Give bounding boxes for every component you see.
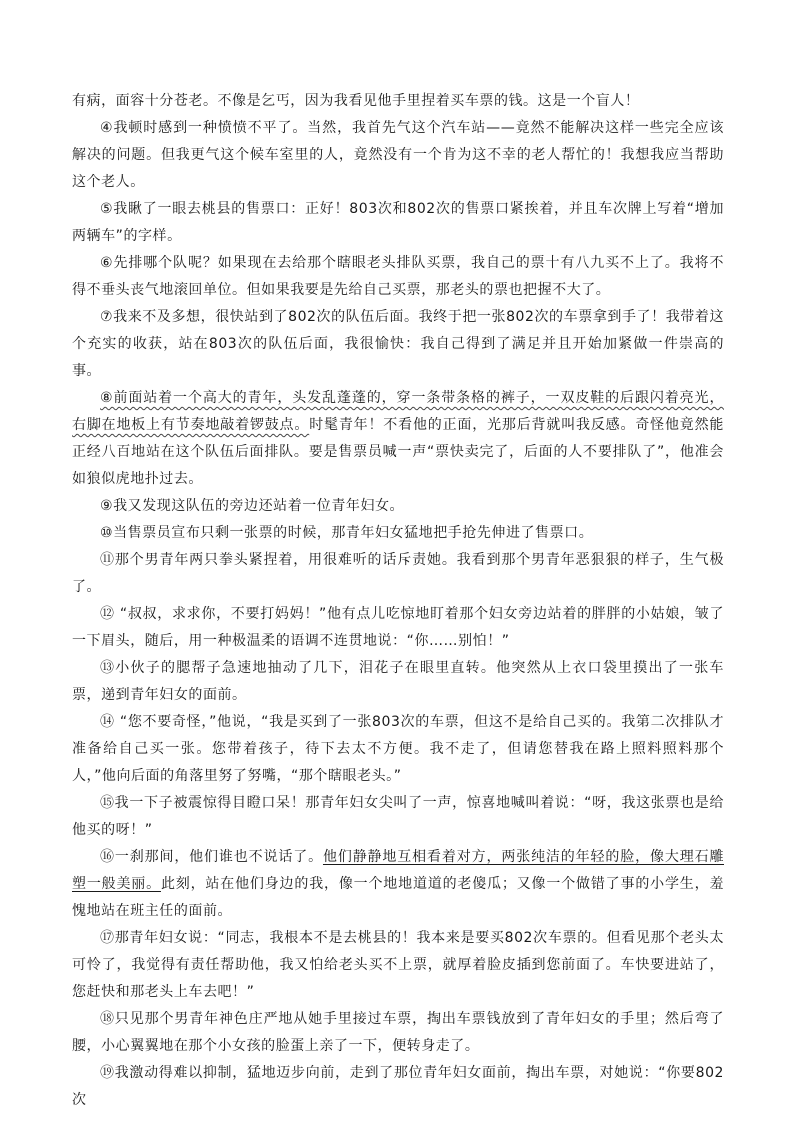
- paragraph-11: ⑪那个男青年两只拳头紧捏着，用很难听的话斥责她。我看到那个男青年恶狠狠的样子，生气极了。: [72, 552, 724, 595]
- paragraph-8-wavy-underlined-text: ⑧前面站着一个高大的青年，头发乱蓬蓬的，穿一条带条格的裤子，一双皮鞋的后跟闪着亮光，右脚在地板上有节奏地敲着锣鼓点。: [72, 390, 724, 433]
- paragraph-14: ⑭ “您不要奇怪，”他说，“我是买到了一张803次的车票，但这不是给自己买的。我第二次排队才准备给自己买一张。您带着孩子，待下去太不方便。我不走了，但请您替我在路上照料照料那个人，”他向后面的角落里努了努嘴，“那个瞎眼老头。”: [72, 714, 724, 784]
- paragraph-18: ⑱只见那个男青年神色庄严地从她手里接过车票，掏出车票钱放到了青年妇女的手里；然后弯了腰，小心翼翼地在那个小女孩的脸蛋上亲了一下，便转身走了。: [72, 1011, 724, 1054]
- paragraph-16: [72, 844, 724, 925]
- paragraph-7: ⑦我来不及多想，很快站到了802次的队伍后面。我终于把一张802次的车票拿到手了！我带着这个充实的收获，站在803次的队伍后面，我很愉快：我自己得到了满足并且开始加紧做一件崇高的事。: [72, 309, 724, 379]
- paragraph-10: ⑩当售票员宣布只剩一张票的时候，那青年妇女猛地把手抢先伸进了售票口。: [100, 525, 594, 541]
- paragraph-8: [72, 385, 724, 493]
- paragraph-13: ⑬小伙子的腮帮子急速地抽动了几下，泪花子在眼里直转。他突然从上衣口袋里摸出了一张车票，递到青年妇女的面前。: [72, 660, 724, 703]
- paragraph-16-start: ⑯一刹那间，他们谁也不说话了。: [100, 849, 323, 865]
- paragraph-16-underlined-text: 他们静静地互相看着对方，两张纯洁的年轻的脸，像大理石雕塑一般美丽。: [72, 849, 724, 892]
- paragraph-6: ⑥先排哪个队呢？如果现在去给那个瞎眼老头排队买票，我自己的票十有八九买不上了。我将不得不垂头丧气地滚回单位。但如果我要是先给自己买票，那老头的票也把握不大了。: [72, 255, 724, 298]
- paragraph-15: ⑮我一下子被震惊得目瞪口呆！那青年妇女尖叫了一声，惊喜地喊叫着说：“呀，我这张票也是给他买的呀！”: [72, 795, 724, 838]
- paragraph-16-text: 此刻，站在他们身边的我，像一个地地道道的老傻瓜；又像一个做错了事的小学生，羞愧地站在班主任的面前。: [72, 876, 724, 919]
- document-page: [72, 88, 724, 1114]
- paragraph-9: ⑨我又发现这队伍的旁边还站着一位青年妇女。: [100, 498, 405, 514]
- paragraph-8-text: 时髦青年！不看他的正面，光那后背就叫我反感。奇怪他竟然能正经八百地站在这个队伍后面排队。要是售票员喊一声“票快卖完了，后面的人不要排队了”，他准会如狼似虎地扑过去。: [72, 417, 724, 487]
- paragraph-12: ⑫ “叔叔，求求你，不要打妈妈！”他有点儿吃惊地盯着那个妇女旁边站着的胖胖的小姑娘，皱了一下眉头，随后，用一种极温柔的语调不连贯地说：“你……别怕！”: [72, 606, 724, 649]
- paragraph-4: ④我顿时感到一种愤愤不平了。当然，我首先气这个汽车站——竟然不能解决这样一些完全应该解决的问题。但我更气这个候车室里的人，竟然没有一个肯为这不幸的老人帮忙的！我想我应当帮助这个老人。: [72, 120, 724, 190]
- paragraph-continued: 有病，面容十分苍老。不像是乞丐，因为我看见他手里捏着买车票的钱。这是一个盲人！: [72, 93, 640, 109]
- paragraph-5: ⑤我瞅了一眼去桃县的售票口：正好！803次和802次的售票口紧挨着，并且车次牌上写着“增加两辆车”的字样。: [72, 201, 724, 244]
- paragraph-19: ⑲我激动得难以抑制，猛地迈步向前，走到了那位青年妇女面前，掏出车票，对她说：“你要802次: [72, 1065, 724, 1108]
- paragraph-17: ⑰那青年妇女说：“同志，我根本不是去桃县的！我本来是要买802次车票的。但看见那个老头太可怜了，我觉得有责任帮助他，我又怕给老头买不上票，就厚着脸皮插到您前面了。车快要进站了，您赶快和那老头上车去吧！”: [72, 930, 724, 1000]
